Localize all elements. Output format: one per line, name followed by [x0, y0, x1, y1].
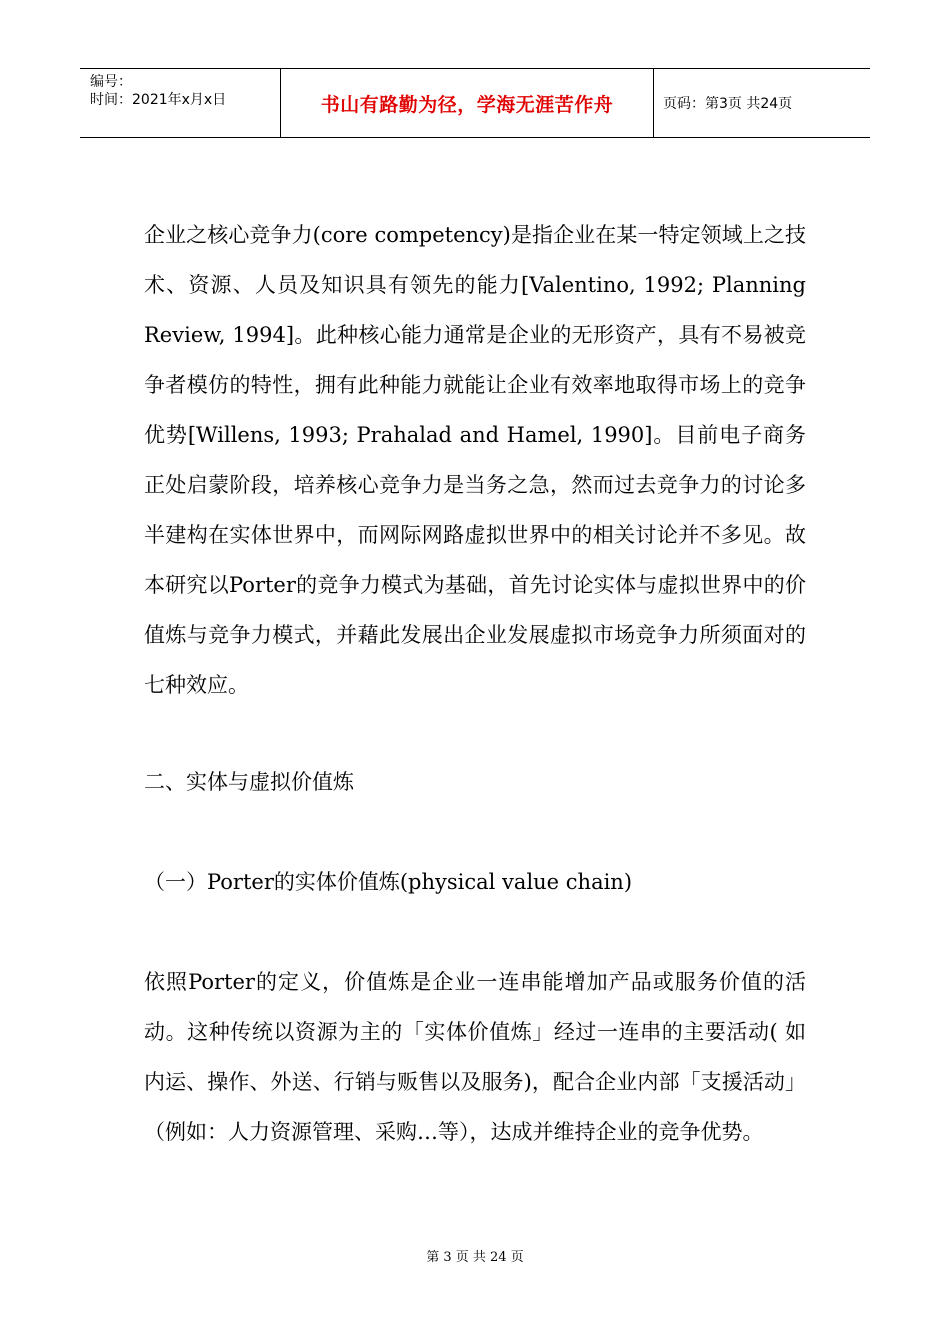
document-number-label: 编号：	[90, 74, 132, 90]
header-page-cell	[654, 69, 870, 137]
page-header	[80, 68, 870, 138]
page-footer: 第 3 页 共 24 页	[426, 1250, 524, 1265]
subsection-heading: （一）Porter的实体价值炼(physical value chain)	[144, 870, 633, 894]
header-page-info: 页码：第3页 共24页	[663, 96, 793, 112]
section-heading: 二、实体与虚拟价值炼	[144, 770, 354, 794]
header-motto-cell	[281, 69, 654, 137]
header-left-cell	[80, 69, 281, 137]
document-date: 时间：2021年x月x日	[90, 92, 227, 108]
body-paragraph-2-block	[144, 957, 806, 1157]
header-motto: 书山有路勤为径，学海无涯苦作舟	[320, 93, 614, 116]
body-paragraph-1-block	[144, 210, 806, 710]
body-paragraph-2: 依照Porter的定义，价值炼是企业一连串能增加产品或服务价值的活动。这种传统以资源为主的「实体价值炼」经过一连串的主要活动( 如内运、操作、外送、行销与贩售以及服务)，配合企业内部「支援活动」（例如：人力资源管理、采购…等），达成并维持企业的竞争优势。	[144, 970, 806, 1144]
body-paragraph-1: 企业之核心竞争力(core competency)是指企业在某一特定领域上之技术、资源、人员及知识具有领先的能力[Valentino, 1992; Planning Review, 1994]。此种核心能力通常是企业的无形资产，具有不易被竞争者模仿的特性，拥有此种能力就能让企业有效率地取得市场上的竞争优势[Willens, 1993; Prahalad and Hamel, 1990]。目前电子商务正处启蒙阶段，培养核心竞争力是当务之急，然而过去竞争力的讨论多半建构在实体世界中，而网际网路虚拟世界中的相关讨论并不多见。故本研究以Porter的竞争力模式为基础，首先讨论实体与虚拟世界中的价值炼与竞争力模式，并藉此发展出企业发展虚拟市场竞争力所须面对的七种效应。	[144, 223, 806, 697]
